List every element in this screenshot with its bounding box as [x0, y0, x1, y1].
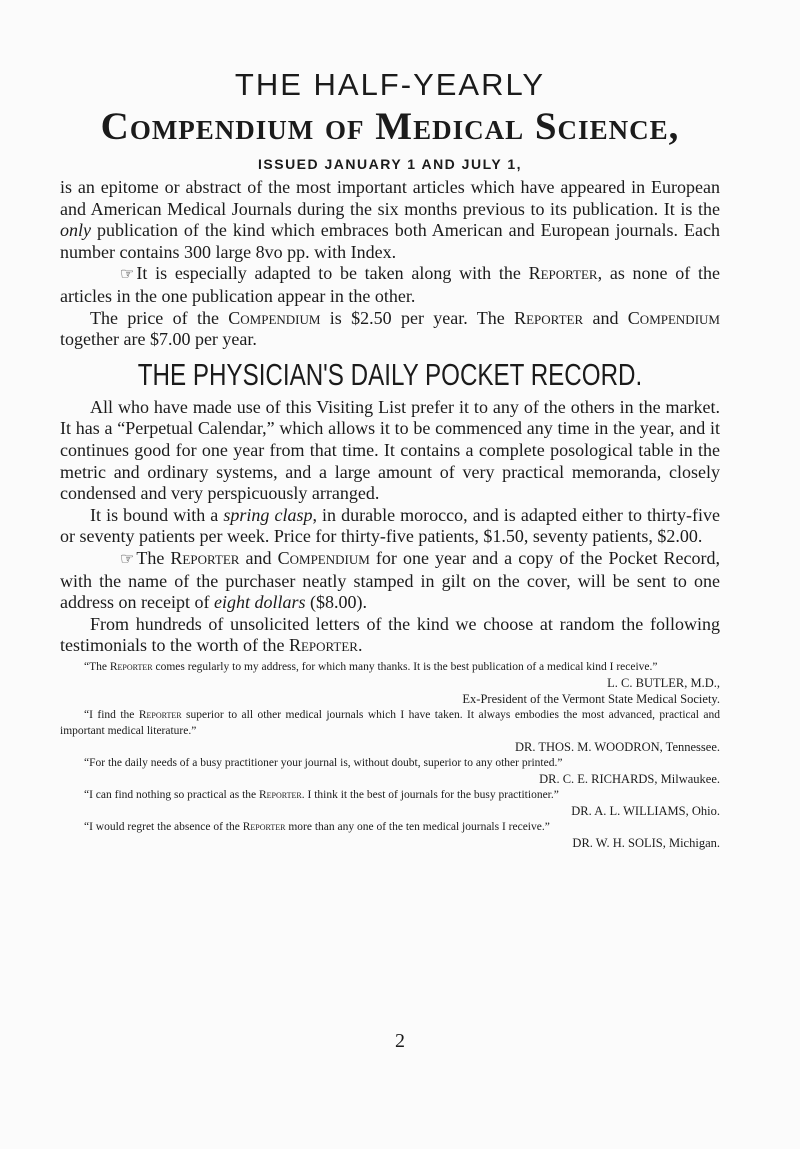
compendium-paragraph-2 — [60, 263, 720, 307]
reporter-name: Reporter — [170, 547, 240, 568]
testimonial — [60, 787, 720, 819]
text-run: comes regularly to my address, for which many thanks. It is the best publication of a medical kind I receive.” — [152, 660, 658, 673]
page-number: 2 — [395, 1030, 405, 1052]
page-content — [60, 68, 720, 851]
record-paragraph-4 — [60, 614, 720, 657]
text-run: publication of the kind which embraces both American and European journals. Each number contains 300 large 8vo pp. with Index. — [60, 220, 720, 262]
compendium-paragraph-3 — [60, 308, 720, 351]
text-run: “I can find nothing so practical as the — [84, 788, 259, 801]
compendium-name: Compendium — [627, 307, 720, 328]
testimonial-quote — [60, 819, 720, 835]
testimonial-quote — [60, 787, 720, 803]
reporter-name: Reporter — [242, 820, 286, 833]
testimonial-quote — [60, 707, 720, 739]
pocket-record-title: THE PHYSICIAN'S DAILY POCKET RECORD. — [137, 356, 643, 392]
text-run: From hundreds of unsolicited letters of the kind we choose at random the following testimonials to the worth of the — [60, 613, 720, 656]
testimonial-signature: DR. W. H. SOLIS, Michigan. — [572, 835, 720, 850]
testimonial-quote — [60, 659, 720, 675]
compendium-paragraph-1 — [60, 177, 720, 263]
pointing-hand-icon: ☞ — [120, 266, 135, 284]
text-run: and — [239, 547, 278, 568]
compendium-title: Compendium of Medical Science, — [100, 105, 680, 148]
text-run: “I find the — [84, 708, 139, 721]
text-run: The — [136, 547, 171, 568]
text-run: , as none of the articles in the one publication appear in the other. — [60, 263, 720, 306]
testimonial — [60, 819, 720, 851]
issued-line: ISSUED JANUARY 1 AND JULY 1, — [258, 156, 522, 172]
text-run: It is especially adapted to be taken along with the — [136, 263, 529, 284]
testimonial — [60, 659, 720, 707]
emphasis-spring-clasp: spring clasp — [223, 504, 313, 525]
reporter-name: Reporter — [109, 660, 153, 673]
reporter-name: Reporter — [259, 788, 302, 801]
testimonials-list — [60, 659, 720, 851]
text-run: for one year and a copy of the Pocket Record, with the name of the purchaser neatly stamped in gilt on the cover, will be sent to one address on receipt of — [60, 547, 721, 613]
text-run: and — [583, 307, 628, 328]
reporter-name: Reporter — [138, 708, 182, 721]
text-run: It is bound with a — [90, 504, 224, 525]
text-run: “I would regret the absence of the — [84, 820, 243, 833]
text-run: . I think it the best of journals for the busy practitioner.” — [301, 788, 559, 801]
record-paragraph-1: All who have made use of this Visiting List prefer it to any of the others in the market. It has a “Perpetual Calendar,” which allows it to be commenced any time in the year, and it continues good for one year from that time. It contains a complete posological table in the metric and ordinary systems, and a large amount of very practical memoranda, closely condensed and very perspicuously arranged. — [60, 396, 720, 504]
compendium-name: Compendium — [277, 547, 370, 568]
text-run: . — [357, 635, 363, 656]
compendium-name: Compendium — [228, 307, 321, 328]
emphasis-only: only — [60, 220, 91, 241]
text-run: , in durable morocco, and is adapted either to thirty-five or seventy patients per week. Price for thirty-five patients, $1.50, seventy patients, $2.00. — [60, 504, 720, 547]
reporter-name: Reporter — [528, 263, 598, 284]
testimonial-quote — [60, 755, 720, 771]
text-run: together are $7.00 per year. — [60, 329, 257, 350]
testimonial — [60, 707, 720, 755]
pointing-hand-icon: ☞ — [120, 550, 135, 568]
emphasis-eight-dollars: eight dollars — [213, 592, 306, 613]
testimonial-signature: DR. A. L. WILLIAMS, Ohio. — [571, 803, 720, 818]
text-run: superior to all other medical journals which I have taken. It always embodies the most advanced, practical and important medical literature.” — [60, 708, 720, 737]
testimonial-signature: DR. THOS. M. WOODRON, Tennessee. — [514, 739, 720, 754]
text-run: “The — [84, 660, 110, 673]
text-run: is an epitome or abstract of the most important articles which have appeared in European and American Medical Journals during the six months previous to its publication. It is the — [60, 177, 720, 219]
reporter-name: Reporter — [288, 635, 358, 656]
testimonial — [60, 755, 720, 787]
header-half-yearly: THE HALF-YEARLY — [234, 67, 546, 102]
text-run: The price of the — [90, 307, 229, 328]
text-run: “For the daily needs of a busy practitioner your journal is, without doubt, superior to any other printed.” — [84, 756, 563, 769]
record-paragraph-2 — [60, 505, 720, 548]
text-run: is $2.50 per year. The — [320, 307, 515, 328]
testimonial-signature-detail: Ex-President of the Vermont State Medical Society. — [462, 691, 720, 706]
testimonial-signature: DR. C. E. RICHARDS, Milwaukee. — [539, 771, 720, 786]
testimonial-signature: L. C. BUTLER, M.D., — [607, 675, 720, 690]
reporter-name: Reporter — [514, 307, 584, 328]
text-run: ($8.00). — [305, 592, 367, 613]
record-paragraph-3 — [60, 548, 720, 614]
text-run: more than any one of the ten medical journals I receive.” — [285, 820, 550, 833]
